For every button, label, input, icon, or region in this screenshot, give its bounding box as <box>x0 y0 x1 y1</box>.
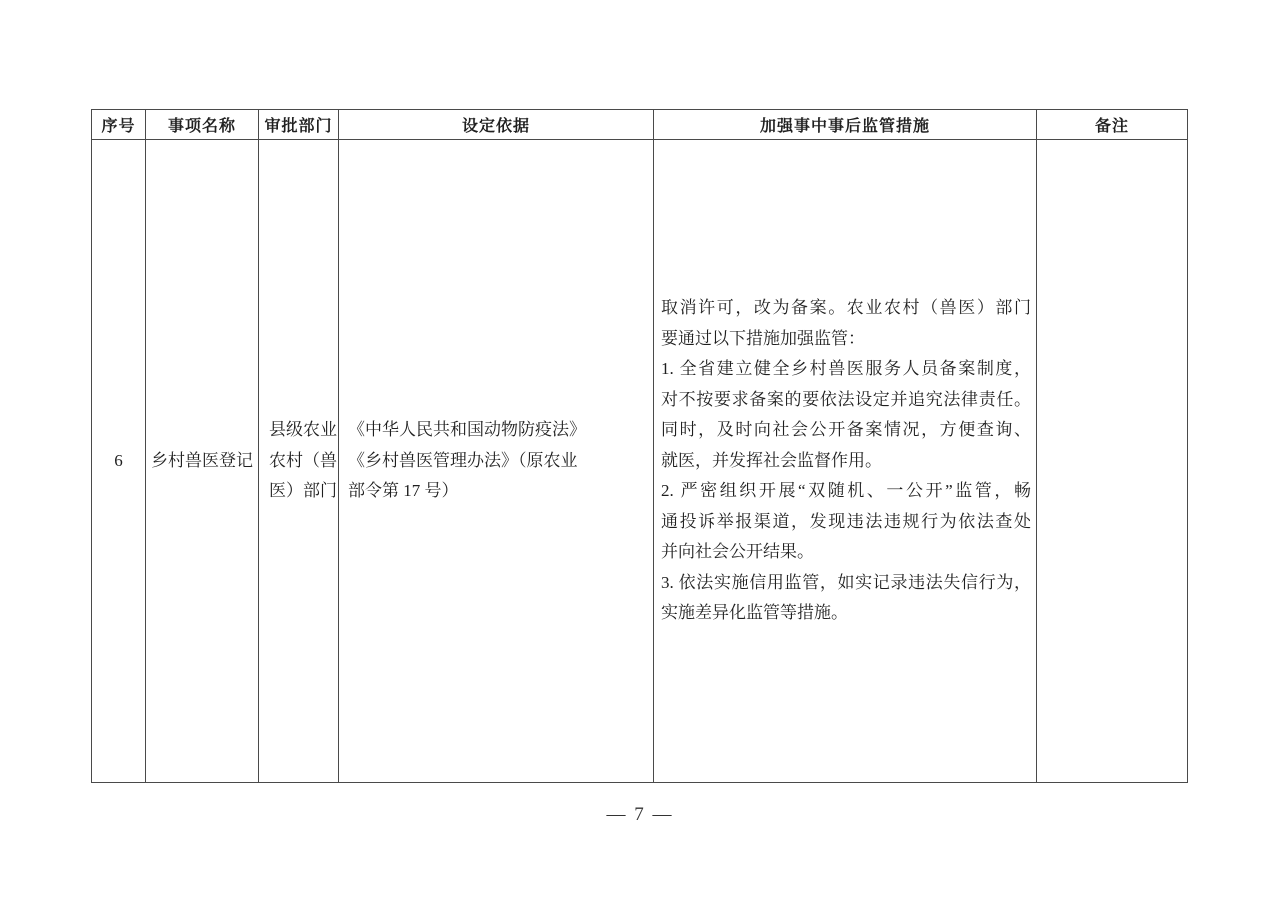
table-header-row <box>92 110 1188 140</box>
text-line: 并向社会公开结果。 <box>661 542 814 562</box>
col-header-item-name: 事项名称 <box>146 110 259 140</box>
text-line: 实施差异化监管等措施。 <box>661 603 848 623</box>
department-text <box>269 415 337 507</box>
cell-index: 6 <box>92 140 146 783</box>
page-number: — 7 — <box>606 804 674 825</box>
col-header-index: 序号 <box>92 110 146 140</box>
cell-measures <box>654 140 1037 783</box>
text-line: 通投诉举报渠道，发现违法违规行为依法查处 <box>661 511 1031 531</box>
text-line: 农村（兽 <box>269 450 337 470</box>
text-line: 对不按要求备案的要依法设定并追究法律责任。 <box>661 389 1031 409</box>
cell-remark <box>1037 140 1188 783</box>
col-header-basis: 设定依据 <box>339 110 654 140</box>
text-line: 《中华人民共和国动物防疫法》 <box>348 420 586 440</box>
text-line: 部令第 17 号） <box>348 481 459 501</box>
col-header-remark: 备注 <box>1037 110 1188 140</box>
text-line: 1. 全省建立健全乡村兽医服务人员备案制度， <box>661 359 1031 379</box>
cell-basis <box>339 140 654 783</box>
text-line: 同时，及时向社会公开备案情况，方便查询、 <box>661 420 1031 440</box>
text-line: 就医，并发挥社会监督作用。 <box>661 450 882 470</box>
col-header-measures: 加强事中事后监管措施 <box>654 110 1037 140</box>
text-line: 县级农业 <box>269 420 337 440</box>
text-line: 要通过以下措施加强监管： <box>661 328 865 348</box>
measures-text <box>661 293 1031 629</box>
cell-department <box>259 140 339 783</box>
table-row <box>92 140 1188 783</box>
basis-text <box>348 415 649 507</box>
supervision-measures-table <box>91 109 1188 783</box>
text-line: 《乡村兽医管理办法》（原农业 <box>348 450 578 470</box>
text-line: 医）部门 <box>269 481 337 501</box>
text-line: 2. 严密组织开展“双随机、一公开”监管，畅 <box>661 481 1031 501</box>
col-header-department: 审批部门 <box>259 110 339 140</box>
text-line: 取消许可，改为备案。农业农村（兽医）部门 <box>661 298 1031 318</box>
cell-item-name: 乡村兽医登记 <box>146 140 259 783</box>
text-line: 3. 依法实施信用监管，如实记录违法失信行为， <box>661 572 1031 592</box>
